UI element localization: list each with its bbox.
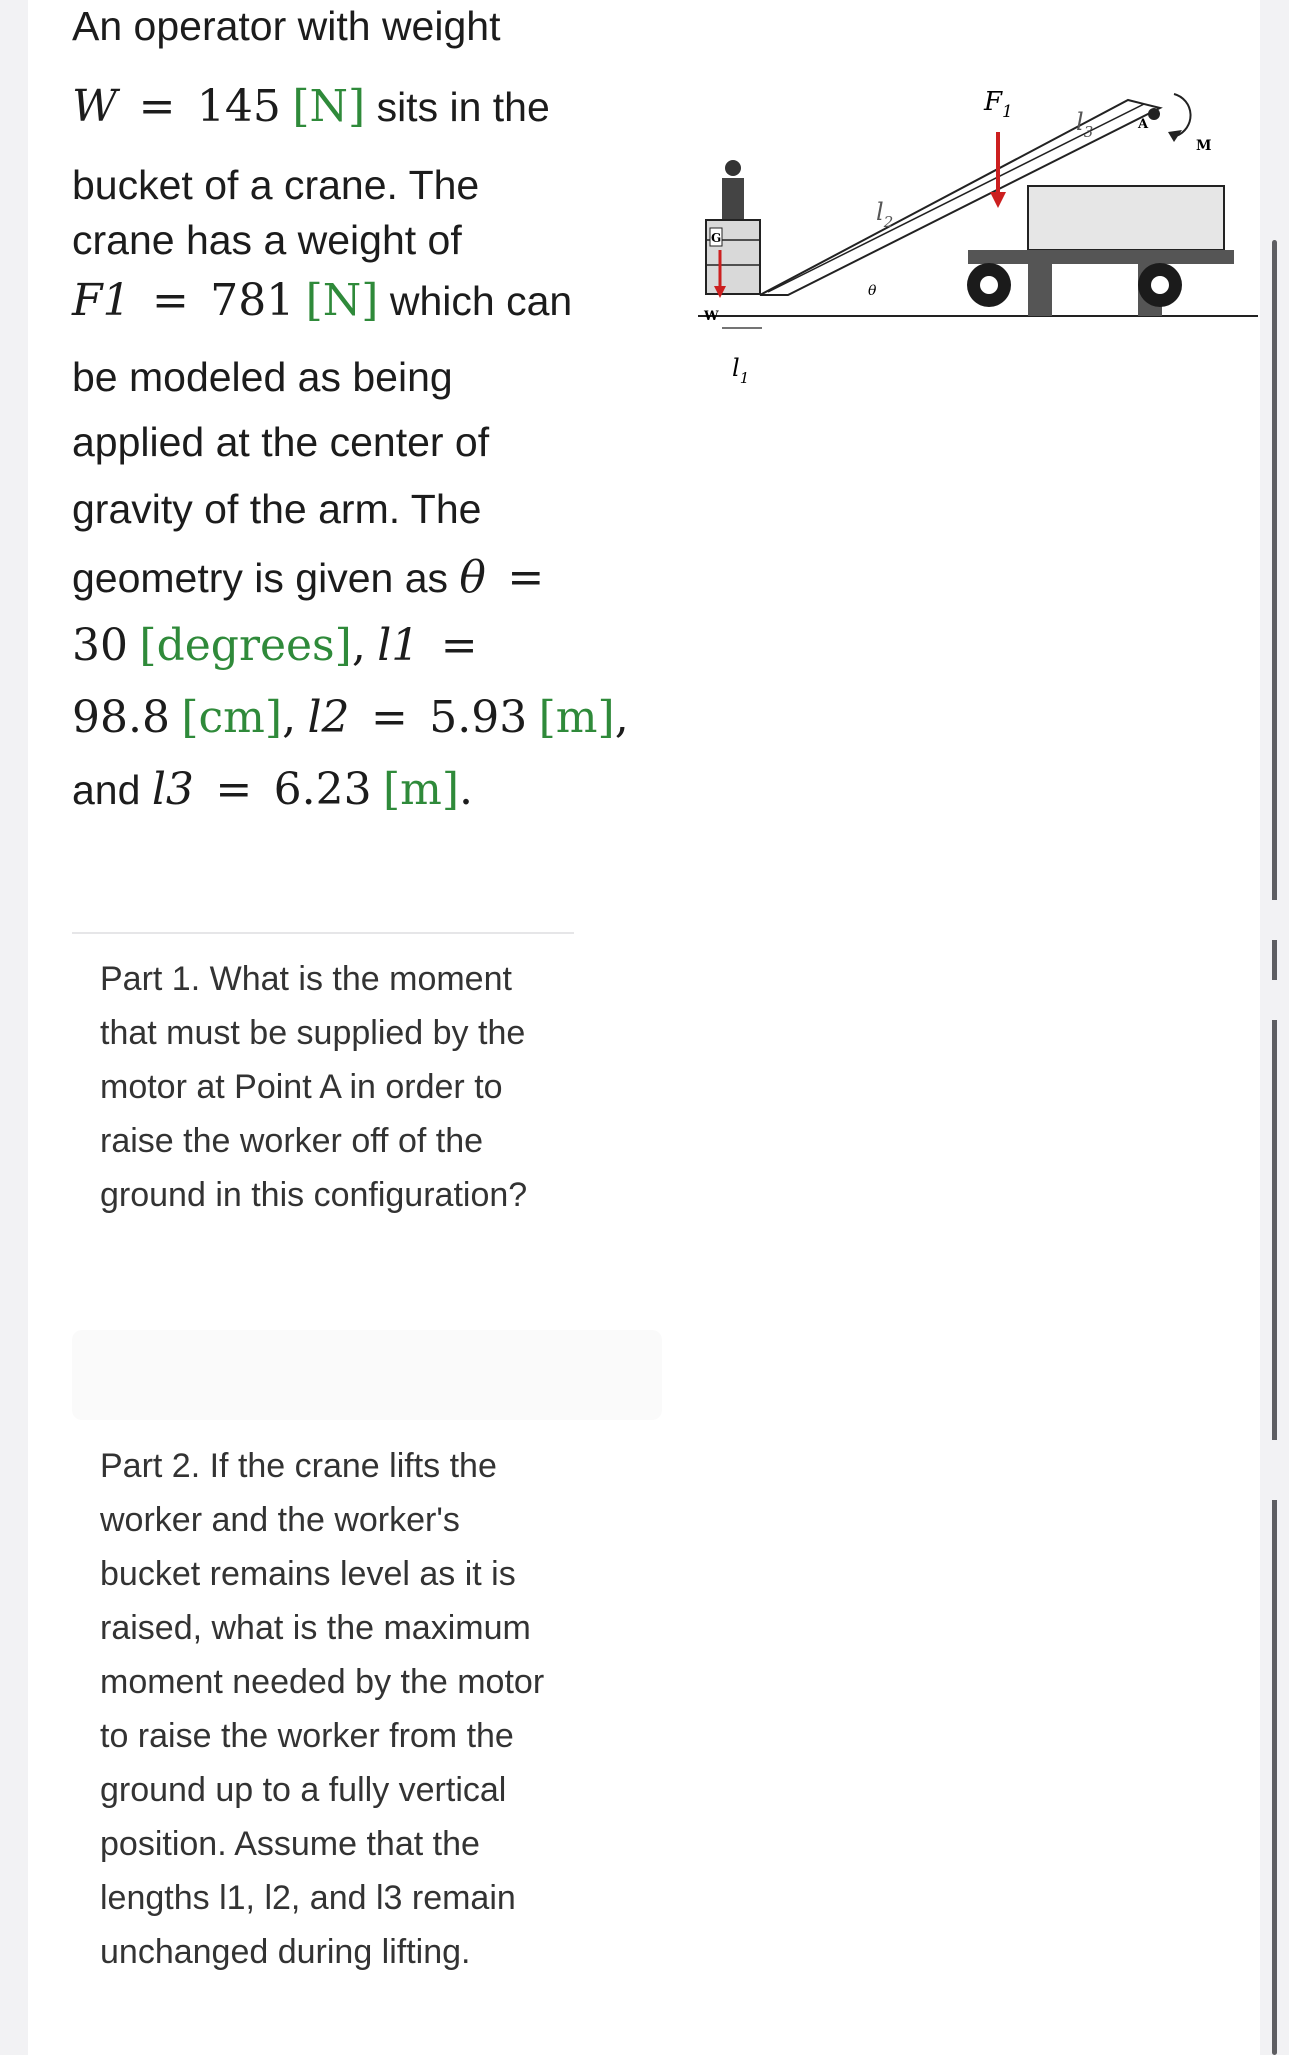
force-f1-label: $F_1$ xyxy=(984,87,1013,122)
problem-line: gravity of the arm. The xyxy=(72,486,482,532)
moment-arrow-head-icon xyxy=(1168,130,1182,142)
pivot-a-icon xyxy=(1148,108,1160,120)
l2-symbol: l2 xyxy=(307,692,350,743)
l2-label: $l_2$ xyxy=(876,198,894,231)
problem-line: 98.8 [cm], l2 = 5.93 [m], xyxy=(72,692,629,743)
scrollbar-gap xyxy=(1266,1440,1284,1500)
l1-label: $l_1$ xyxy=(732,354,750,387)
unit-degrees: [degrees] xyxy=(139,620,352,671)
problem-line: F1 = 781 [N] which can xyxy=(72,275,573,326)
scrollbar-gap xyxy=(1266,900,1284,940)
problem-line: geometry is given as θ = xyxy=(72,552,545,603)
unit-m: [m] xyxy=(382,764,460,815)
l2-value: 5.93 xyxy=(429,692,528,743)
l3-value: 6.23 xyxy=(273,764,372,815)
problem-line: W = 145 [N] sits in the xyxy=(72,81,550,132)
part2-question: Part 2. If the crane lifts the worker and the worker's bucket remains level as it is raised, what is the maximum moment needed by the motor to raise the worker from the ground up to a fully vertical position. Assume that the lengths l1, l2, and l3 remain unchanged during lifting. xyxy=(100,1447,545,1971)
truck-body xyxy=(968,186,1234,316)
l3-symbol: l3 xyxy=(151,764,194,815)
point-a-label: A xyxy=(1138,117,1149,132)
part1-question: Part 1. What is the moment that must be supplied by the motor at Point A in order to raise the worker off of the ground in this configuration? xyxy=(100,960,528,1214)
truck-wheel xyxy=(967,263,1011,307)
theta-symbol: θ xyxy=(459,552,486,603)
unit-newton: [N] xyxy=(305,275,379,326)
problem-line: An operator with weight xyxy=(72,3,501,49)
crane-figure xyxy=(698,80,1258,400)
problem-line: crane has a weight of xyxy=(72,217,462,263)
force-f1-arrow-head xyxy=(990,192,1006,208)
l1-value: 98.8 xyxy=(72,692,170,743)
problem-line: bucket of a crane. The xyxy=(72,162,480,208)
unit-cm: [cm] xyxy=(181,692,283,743)
unit-newton: [N] xyxy=(292,81,366,132)
theta-angle-label: θ xyxy=(868,283,877,299)
problem-line: applied at the center of xyxy=(72,419,490,465)
unit-m: [m] xyxy=(538,692,615,743)
force-symbol: F1 xyxy=(72,275,131,326)
theta-value: 30 xyxy=(72,620,128,671)
problem-line: be modeled as being xyxy=(72,354,453,400)
scrollbar-gap xyxy=(1266,980,1284,1020)
problem-line: 30 [degrees], l1 = xyxy=(72,620,478,671)
section-divider xyxy=(72,932,574,934)
answer-area-placeholder xyxy=(72,1330,662,1420)
weight-label: W xyxy=(704,309,719,324)
problem-statement xyxy=(72,0,632,815)
weight-symbol: W xyxy=(72,81,118,132)
l3-label: $l_3$ xyxy=(1076,108,1094,141)
problem-line: and l3 = 6.23 [m]. xyxy=(72,764,474,815)
bucket-cg-label: G xyxy=(711,231,722,245)
force-value: 781 xyxy=(210,275,295,326)
truck-wheel xyxy=(1138,263,1182,307)
moment-arrow-icon xyxy=(1174,94,1191,136)
operator-figure xyxy=(722,160,744,222)
l1-symbol: l1 xyxy=(377,620,420,671)
scrollbar[interactable] xyxy=(1272,240,1277,2055)
moment-label: M xyxy=(1196,138,1212,154)
problem-page xyxy=(28,0,1260,2055)
weight-value: 145 xyxy=(196,81,281,132)
